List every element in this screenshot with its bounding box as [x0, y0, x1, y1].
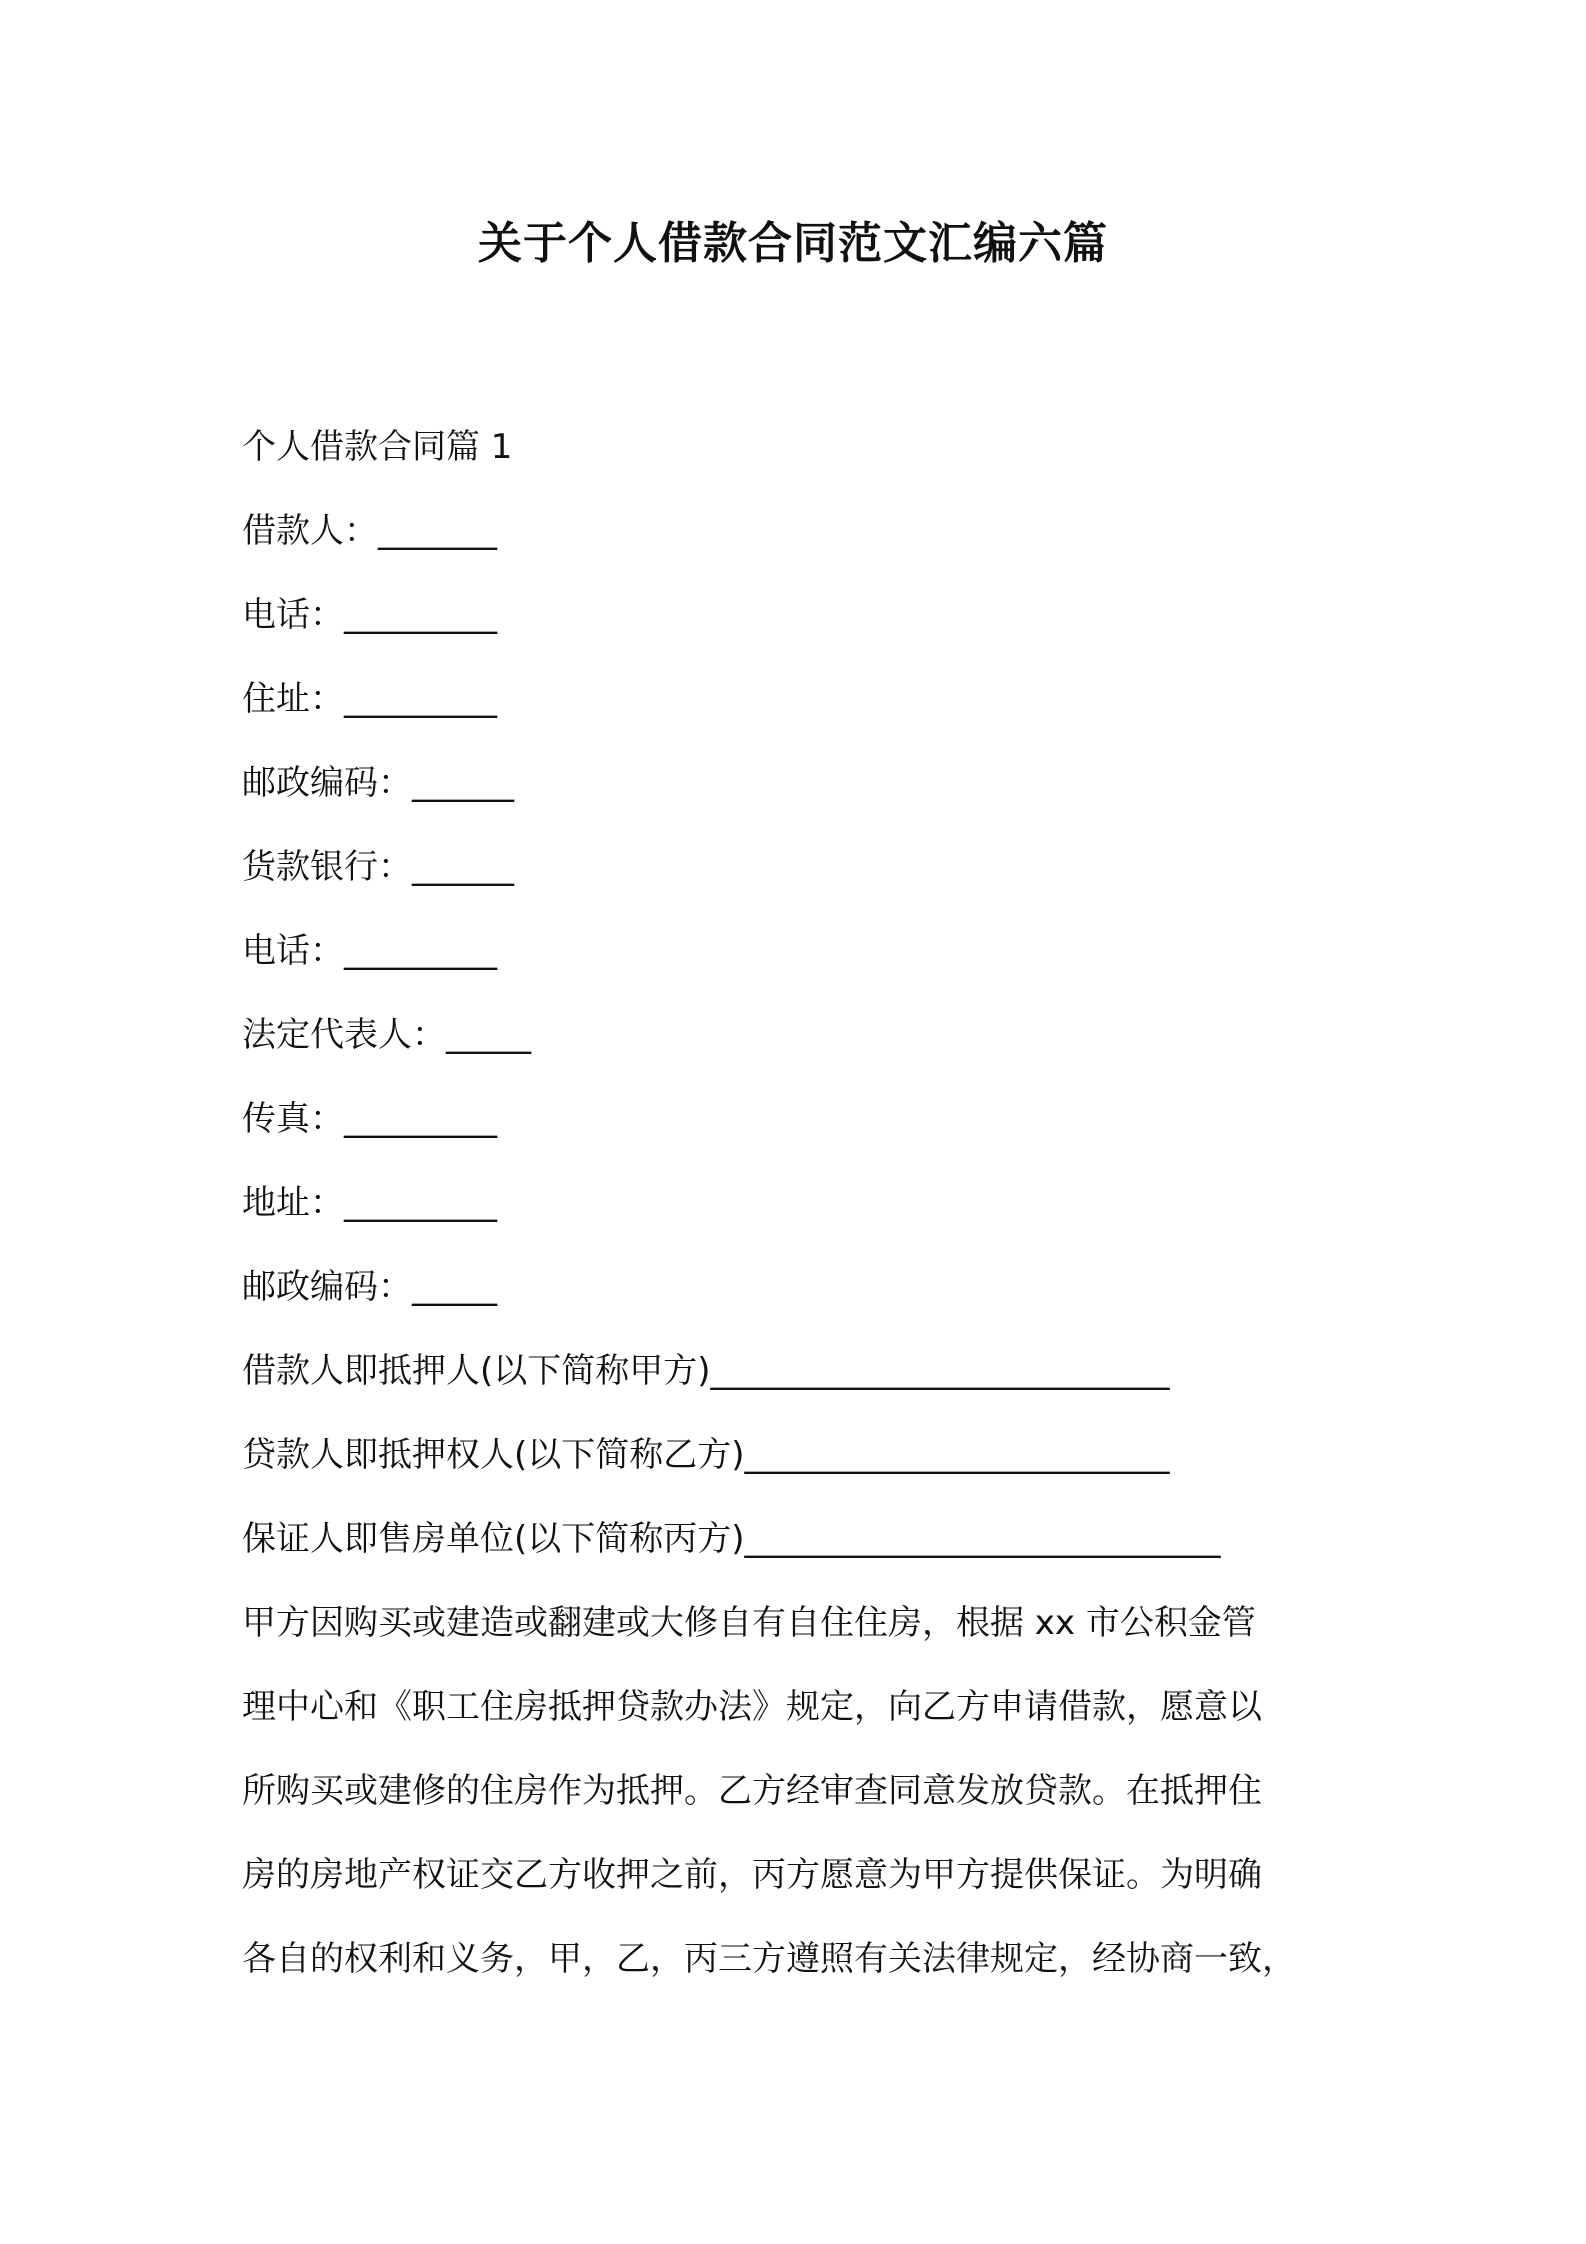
field-blank: _________ [344, 595, 497, 635]
paragraph-line: 房的房地产权证交乙方收押之前，丙方愿意为甲方提供保证。为明确 [242, 1855, 1262, 1895]
field-label: 电话： [242, 931, 344, 971]
party-blank: _________________________ [744, 1435, 1170, 1475]
field-borrower-address [242, 657, 1362, 741]
party-b-line [242, 1413, 1362, 1497]
field-borrower-phone [242, 573, 1362, 657]
field-bank-postcode [242, 1245, 1362, 1329]
document-body [242, 405, 1362, 2001]
field-bank-address [242, 1161, 1362, 1245]
field-blank: _________ [344, 931, 497, 971]
field-blank: _________ [344, 1099, 497, 1139]
paragraph-line: 所购买或建修的住房作为抵押。乙方经审查同意发放贷款。在抵押住 [242, 1771, 1262, 1811]
paragraph-line: 甲方因购买或建造或翻建或大修自有自住住房，根据 xx 市公积金管 [242, 1603, 1256, 1643]
field-label: 法定代表人： [242, 1015, 446, 1055]
field-label: 传真： [242, 1099, 344, 1139]
party-blank: ___________________________ [710, 1351, 1170, 1391]
party-c-line [242, 1497, 1362, 1581]
field-borrower [242, 489, 1362, 573]
field-bank-phone [242, 909, 1362, 993]
field-blank: _____ [412, 1267, 497, 1307]
paragraph-line: 各自的权利和义务，甲，乙，丙三方遵照有关法律规定，经协商一致， [242, 1939, 1296, 1979]
field-label: 电话： [242, 595, 344, 635]
field-lending-bank [242, 825, 1362, 909]
field-blank: ______ [412, 847, 514, 887]
paragraph-line: 理中心和《职工住房抵押贷款办法》规定，向乙方申请借款，愿意以 [242, 1687, 1262, 1727]
field-blank: ______ [412, 763, 514, 803]
field-fax [242, 1077, 1362, 1161]
field-blank: _____ [446, 1015, 531, 1055]
field-blank: _________ [344, 679, 497, 719]
field-label: 邮政编码： [242, 763, 412, 803]
field-borrower-postcode [242, 741, 1362, 825]
field-blank: _________ [344, 1183, 497, 1223]
party-label: 贷款人即抵押权人(以下简称乙方) [242, 1435, 745, 1475]
field-label: 货款银行： [242, 847, 412, 887]
party-blank: ____________________________ [744, 1519, 1221, 1559]
field-label: 借款人： [242, 511, 378, 551]
section-heading: 个人借款合同篇 1 [242, 427, 513, 467]
field-label: 地址： [242, 1183, 344, 1223]
field-label: 住址： [242, 679, 344, 719]
party-label: 借款人即抵押人(以下简称甲方) [242, 1351, 711, 1391]
field-blank: _______ [378, 511, 497, 551]
field-legal-representative [242, 993, 1362, 1077]
field-label: 邮政编码： [242, 1267, 412, 1307]
party-a-line [242, 1329, 1362, 1413]
preamble-paragraph [242, 1581, 1362, 2001]
party-label: 保证人即售房单位(以下简称丙方) [242, 1519, 745, 1559]
document-title: 关于个人借款合同范文汇编六篇 [478, 218, 1108, 269]
